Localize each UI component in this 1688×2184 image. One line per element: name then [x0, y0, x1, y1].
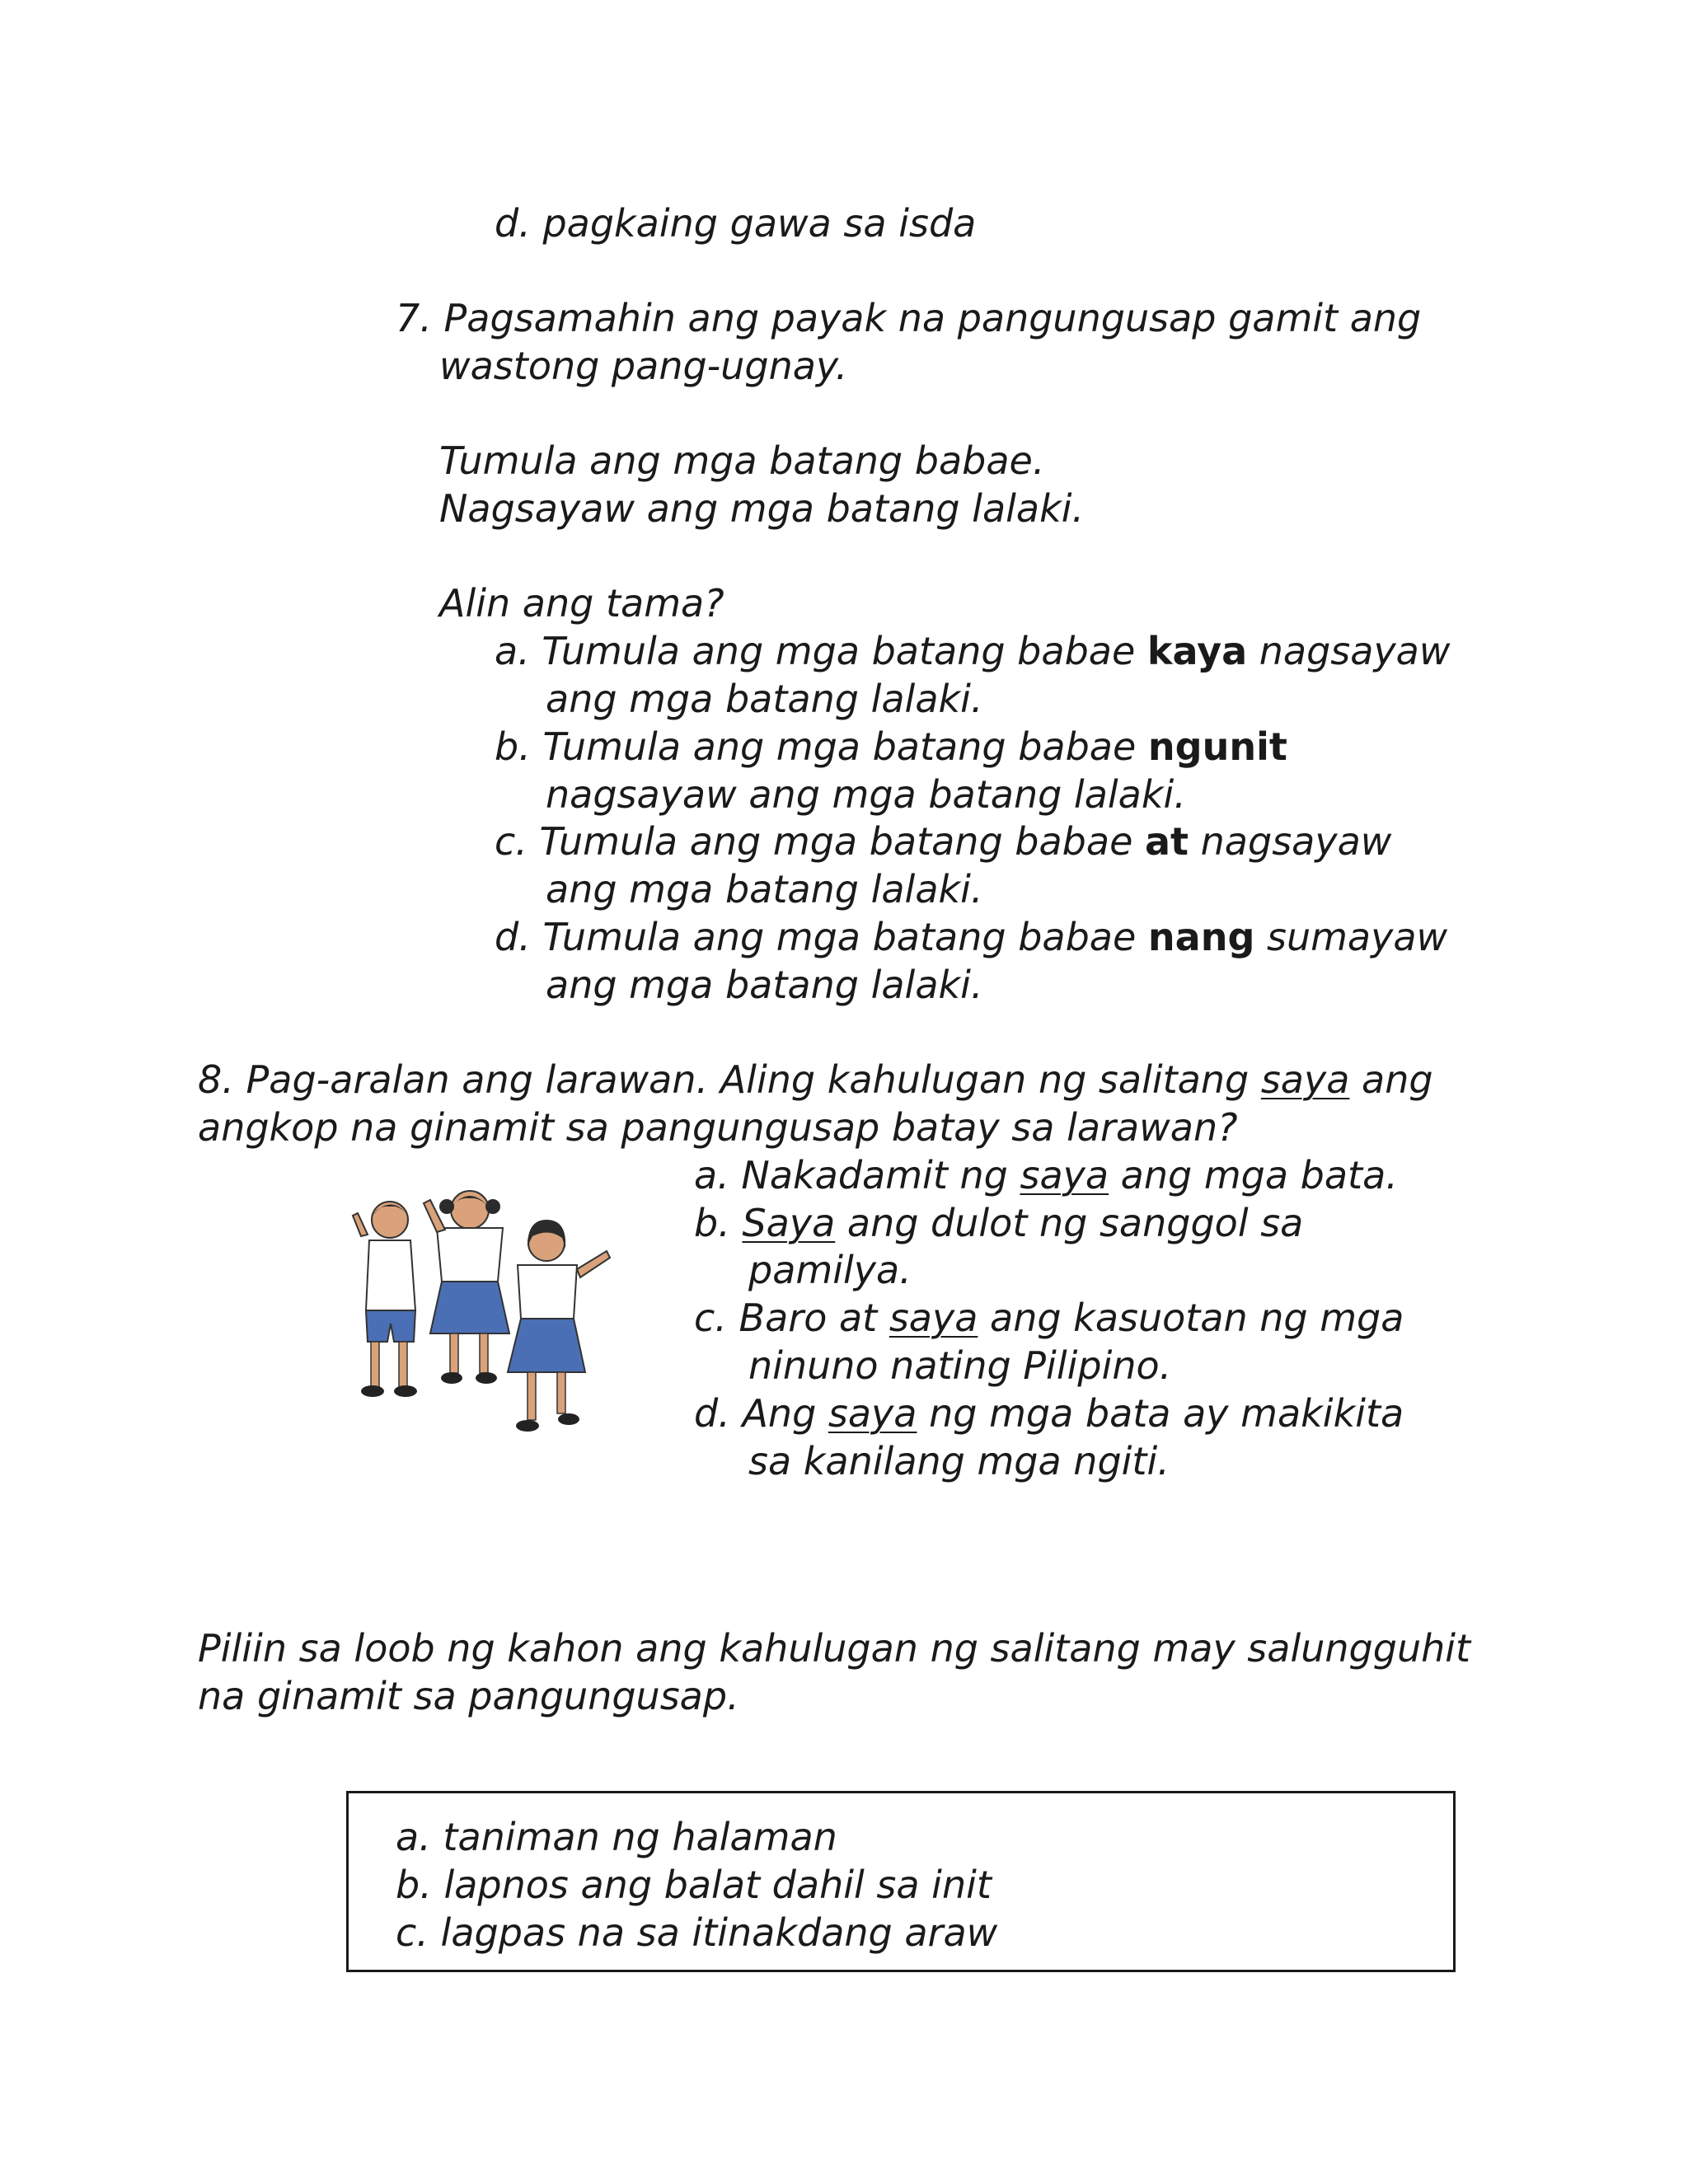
q8-option-c-cont: ninuno nating Pilipino. [748, 1343, 1172, 1388]
box-item-b: b. lapnos ang balat dahil sa init [396, 1863, 992, 1907]
q7-option-b-cont: nagsayaw ang mga batang lalaki. [546, 772, 1186, 817]
q7-option-d: d. Tumula ang mga batang babae nang sumayaw [495, 915, 1448, 959]
q8-option-d-cont: sa kanilang mga ngiti. [748, 1439, 1170, 1483]
box-item-a: a. taniman ng halaman [396, 1815, 837, 1859]
q8-option-d: d. Ang saya ng mga bata ay makikita [694, 1391, 1404, 1436]
q6-option-d: d. pagkaing gawa sa isda [495, 201, 977, 246]
q7-option-c-cont: ang mga batang lalaki. [546, 867, 983, 912]
q7-option-d-cont: ang mga batang lalaki. [546, 963, 983, 1007]
q8-option-b: b. Saya ang dulot ng sanggol sa [694, 1201, 1304, 1245]
box-item-c: c. lagpas na sa itinakdang araw [396, 1910, 998, 1955]
q7-option-b: b. Tumula ang mga batang babae ngunit [495, 724, 1287, 769]
q8-option-c: c. Baro at saya ang kasuotan ng mga [694, 1296, 1404, 1340]
q7-sentence2: Nagsayaw ang mga batang lalaki. [439, 486, 1085, 531]
girl-figure-right [508, 1220, 610, 1432]
girl-figure-middle [424, 1191, 509, 1384]
q7-option-a-cont: ang mga batang lalaki. [546, 677, 983, 721]
q8-option-b-cont: pamilya. [748, 1248, 912, 1292]
q7-prompt-line2: wastong pang-ugnay. [439, 344, 848, 388]
q7-sentence1: Tumula ang mga batang babae. [439, 438, 1045, 483]
instruction-line2: na ginamit sa pangungusap. [198, 1674, 739, 1718]
q8-prompt-line1: 8. Pag-aralan ang larawan. Aling kahulugan ng salitang saya ang [198, 1057, 1433, 1102]
schoolchildren-illustration [345, 1187, 625, 1451]
q7-option-a: a. Tumula ang mga batang babae kaya nagsayaw [495, 629, 1451, 673]
conjunction-nang: nang [1147, 915, 1255, 959]
q7-option-c: c. Tumula ang mga batang babae at nagsayaw [495, 819, 1392, 864]
instruction-line1: Piliin sa loob ng kahon ang kahulugan ng salitang may salungguhit [198, 1626, 1471, 1671]
conjunction-kaya: kaya [1146, 629, 1248, 673]
conjunction-at: at [1145, 819, 1189, 864]
q8-option-a: a. Nakadamit ng saya ang mga bata. [694, 1153, 1398, 1197]
underlined-word: saya [1260, 1057, 1350, 1102]
q7-question: Alin ang tama? [439, 581, 724, 626]
q8-prompt-line2: angkop na ginamit sa pangungusap batay sa larawan? [198, 1105, 1238, 1150]
q7-prompt-line1: 7. Pagsamahin ang payak na pangungusap gamit ang [396, 296, 1422, 340]
conjunction-ngunit: ngunit [1147, 724, 1287, 769]
boy-figure [353, 1202, 417, 1397]
